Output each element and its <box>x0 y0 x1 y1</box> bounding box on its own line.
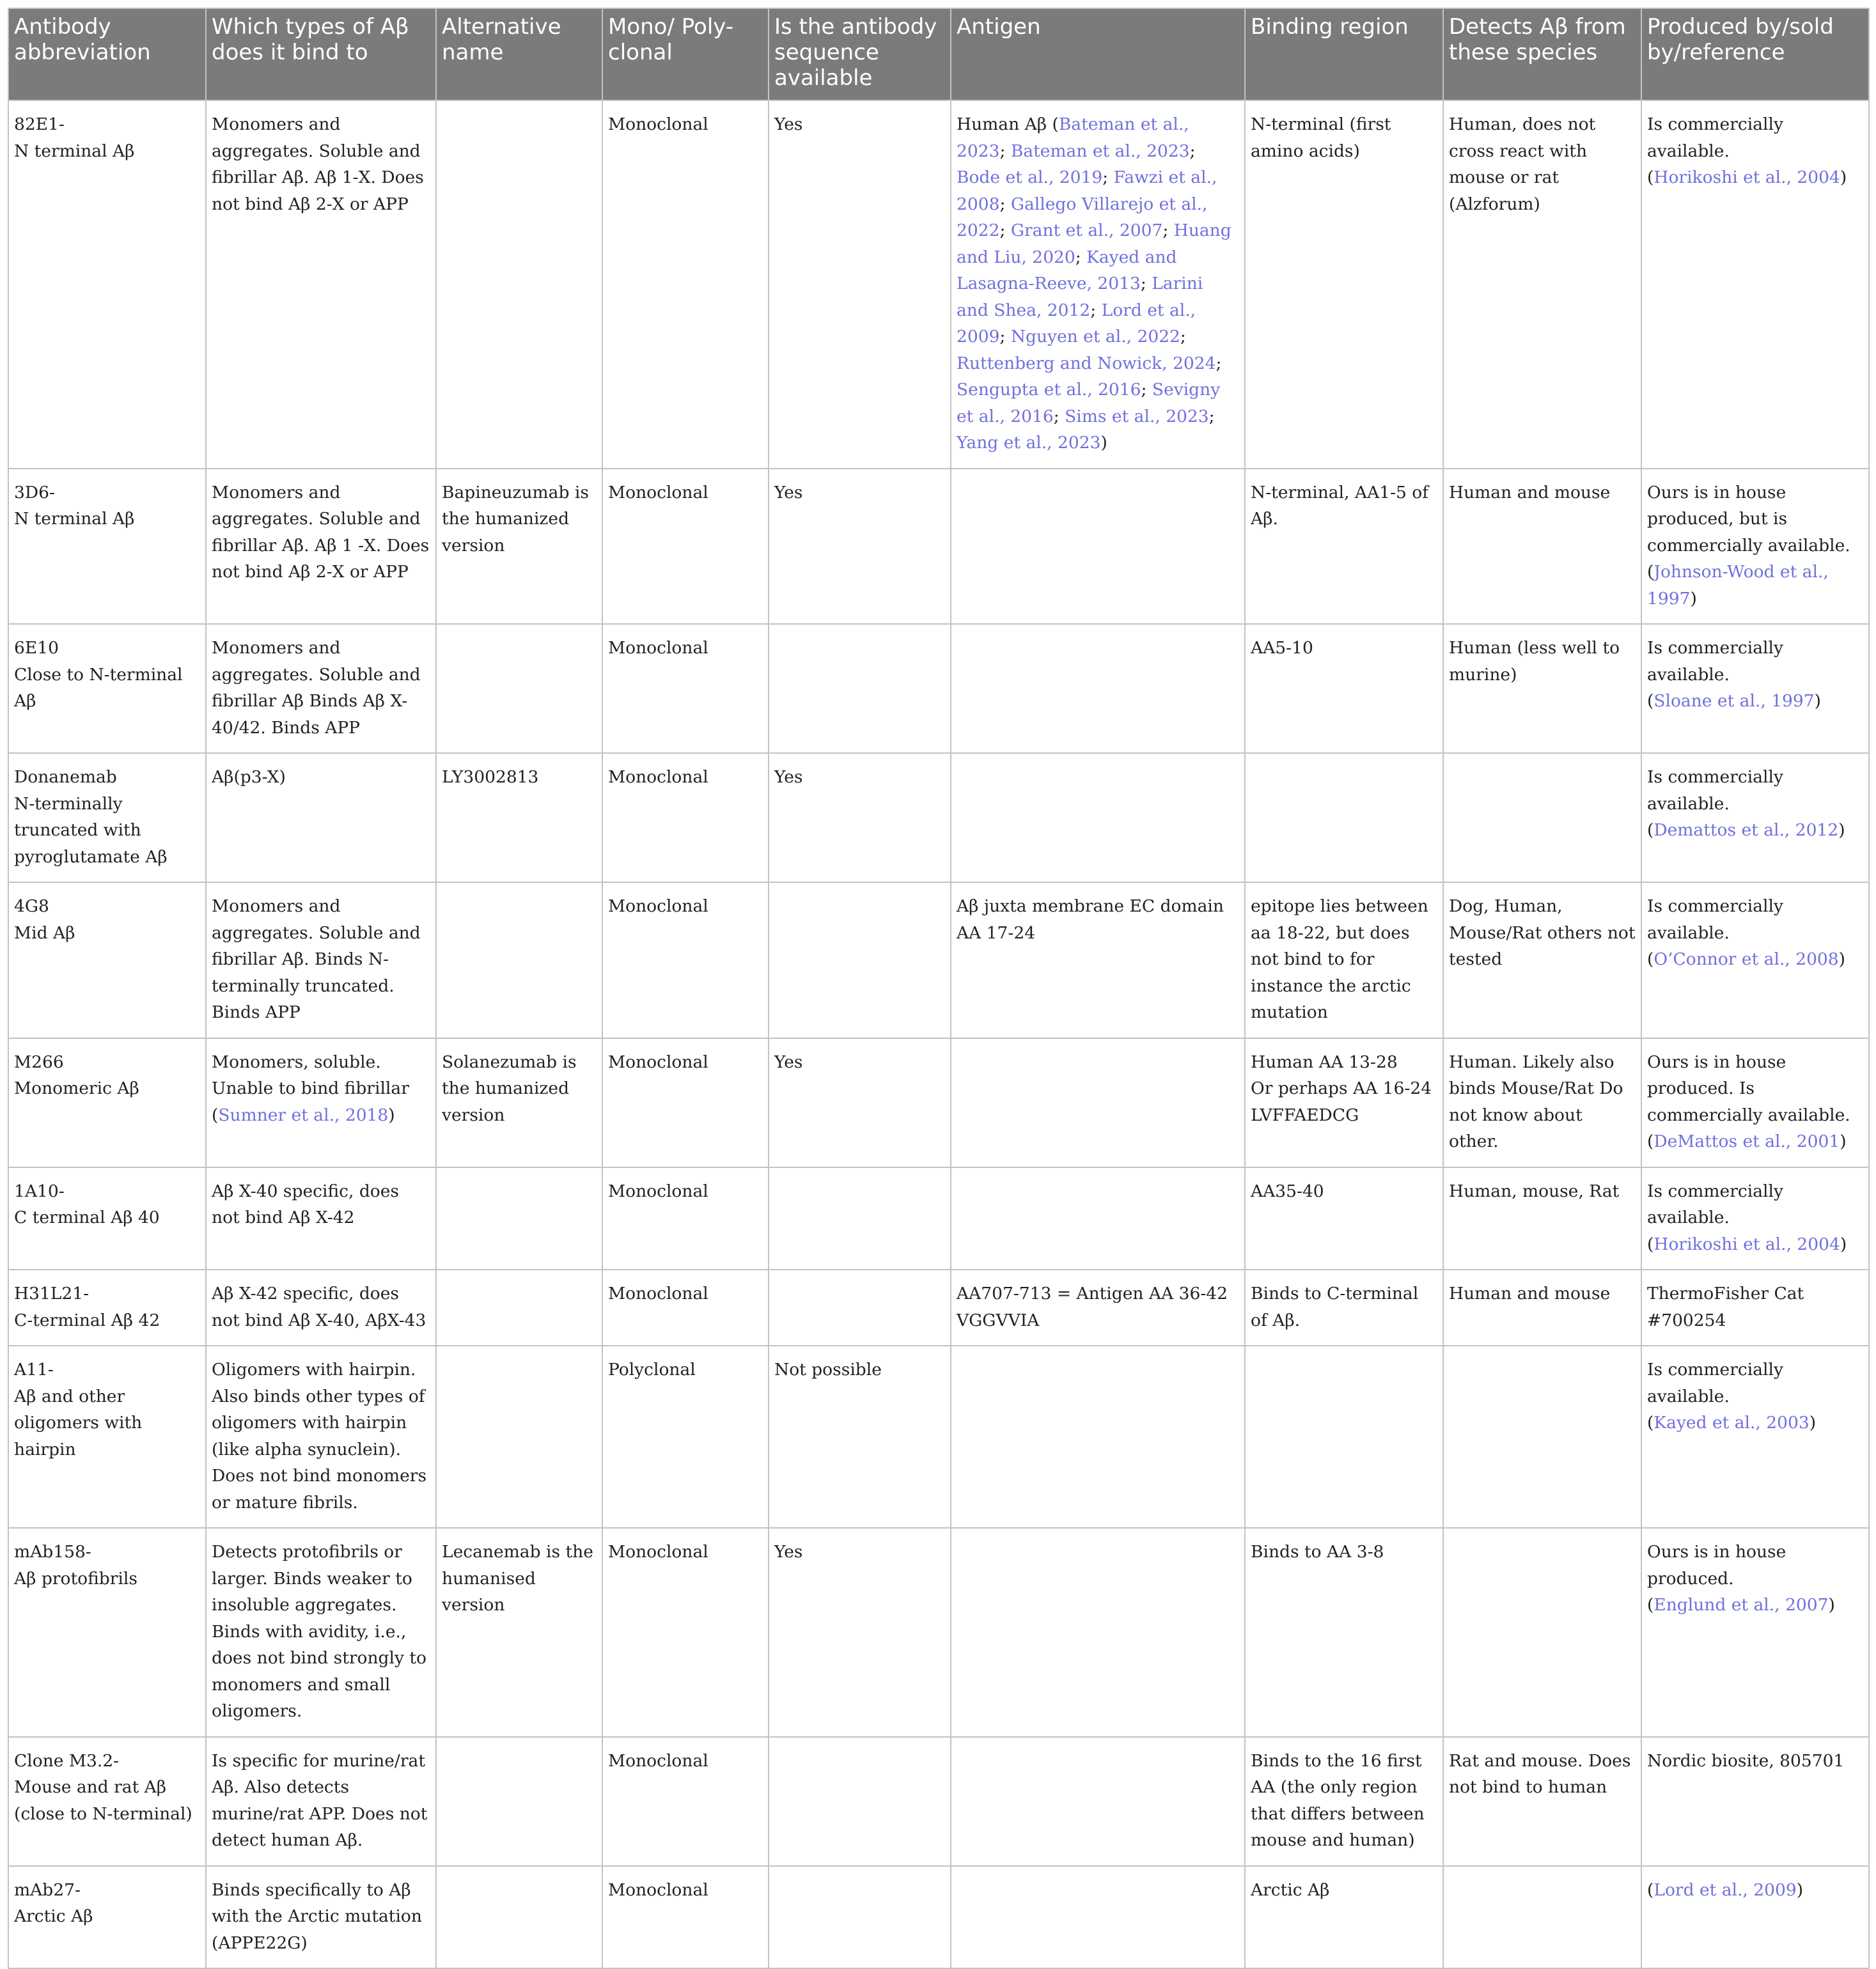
cell-antigen <box>951 1346 1245 1528</box>
cell-text: ( <box>1647 1413 1654 1433</box>
table-header <box>8 8 1869 100</box>
cell-text-line: 6E10 <box>14 638 59 658</box>
cell-producer <box>1641 1270 1869 1346</box>
cell-species <box>1443 1528 1641 1737</box>
cell-text: ) <box>1809 1413 1817 1433</box>
cell-text-line: N-terminal (first amino acids) <box>1251 114 1391 161</box>
cell-text-line: Nordic biosite, 805701 <box>1647 1750 1845 1771</box>
cell-species <box>1443 1346 1641 1528</box>
cell-text-line: Binds to AA 3-8 <box>1251 1542 1384 1562</box>
cell-text-line: Aβ protofibrils <box>14 1568 137 1589</box>
column-header-binding: Binding region <box>1245 8 1443 100</box>
cell-text-line: Not possible <box>774 1360 882 1380</box>
column-header-antigen: Antigen <box>951 8 1245 100</box>
cell-types <box>206 469 436 625</box>
cell-text-line: Human, does not cross react with mouse or rat (Alzforum) <box>1449 114 1596 214</box>
cell-binding <box>1245 1528 1443 1737</box>
cell-text: ( <box>1647 949 1654 969</box>
cell-producer <box>1641 882 1869 1038</box>
cell-text-line: 1A10- <box>14 1181 65 1201</box>
cell-text-line: Solanezumab is the humanized version <box>442 1052 577 1125</box>
cell-clonality <box>602 1346 769 1528</box>
column-header-sequence: Is the antibody sequence available <box>769 8 951 100</box>
cell-sequence <box>769 1038 951 1167</box>
cell-text-line: Monoclonal <box>608 767 708 787</box>
cell-text: ) <box>1838 949 1845 969</box>
cell-sequence <box>769 1866 951 1969</box>
cell-text-line: Monoclonal <box>608 114 708 134</box>
cell-types <box>206 753 436 882</box>
cell-sequence <box>769 469 951 625</box>
cell-alt <box>436 1528 602 1737</box>
citation-link[interactable]: Englund et al., 2007 <box>1653 1595 1829 1615</box>
cell-alt <box>436 1167 602 1270</box>
cell-text: ( <box>1647 1234 1654 1254</box>
cell-text: ( <box>1647 691 1654 711</box>
cell-text: ( <box>1647 820 1654 840</box>
cell-text-line: N terminal Aβ <box>14 509 135 529</box>
cell-producer <box>1641 1167 1869 1270</box>
cell-text-line: N terminal Aβ <box>14 141 135 161</box>
cell-text: Is commercially available. <box>1647 638 1783 685</box>
cell-binding <box>1245 1038 1443 1167</box>
cell-text-line: Binds to C-terminal of Aβ. <box>1251 1284 1419 1330</box>
cell-text: ; <box>999 194 1011 214</box>
cell-text: ; <box>1162 221 1174 240</box>
cell-abbr <box>8 1866 206 1969</box>
cell-alt <box>436 1866 602 1969</box>
cell-binding <box>1245 1737 1443 1866</box>
cell-text: ) <box>388 1105 395 1125</box>
citation-link[interactable]: Sumner et al., 2018 <box>218 1105 389 1125</box>
cell-species <box>1443 1866 1641 1969</box>
citation-link[interactable]: Lord et al., 2009 <box>957 300 1196 346</box>
cell-text-line: Detects protofibrils or larger. Binds weaker to insoluble aggregates. Binds with avidity, i.e., does not bind strongly to monomers and small oligomers. <box>212 1542 426 1721</box>
cell-text: ) <box>1100 433 1107 453</box>
cell-text-line: Arctic Aβ <box>14 1906 93 1926</box>
citation-link[interactable]: Yang et al., 2023 <box>957 433 1101 453</box>
cell-producer <box>1641 1737 1869 1866</box>
cell-text-line: Binds specifically to Aβ with the Arctic mutation (APPE22G) <box>212 1879 422 1953</box>
cell-text: Is commercially available. <box>1647 767 1783 814</box>
cell-text-line: AA707-713 = Antigen AA 36-42 VGGVVIA <box>957 1284 1228 1330</box>
cell-species <box>1443 624 1641 753</box>
cell-text: ; <box>1180 327 1186 346</box>
cell-clonality <box>602 753 769 882</box>
cell-text-line: Monoclonal <box>608 1052 708 1072</box>
citation-link[interactable]: Sevigny et al., 2016 <box>957 380 1221 426</box>
cell-abbr <box>8 100 206 469</box>
cell-text: ) <box>1838 820 1845 840</box>
cell-text-line: epitope lies between aa 18-22, but does not bind to for instance the arctic mutation <box>1251 896 1428 1022</box>
citation-link[interactable]: Horikoshi et al., 2004 <box>1653 1234 1840 1254</box>
cell-text-line: C terminal Aβ 40 <box>14 1208 160 1227</box>
cell-text-line: Monoclonal <box>608 896 708 916</box>
cell-clonality <box>602 100 769 469</box>
table-row <box>8 1038 1869 1167</box>
cell-text-line: AA35-40 <box>1251 1181 1324 1201</box>
citation-link[interactable]: Kayed et al., 2003 <box>1653 1413 1810 1433</box>
cell-antigen <box>951 1038 1245 1167</box>
column-header-types: Which types of Aβ does it bind to <box>206 8 436 100</box>
column-header-species: Detects Aβ from these species <box>1443 8 1641 100</box>
citation-link[interactable]: Bode et al., 2019 <box>957 167 1103 187</box>
cell-types <box>206 624 436 753</box>
cell-text-line: Monomers and aggregates. Soluble and fibrillar Aβ Binds Aβ X-40/42. Binds APP <box>212 638 421 738</box>
cell-text-line: Binds to the 16 first AA (the only region that differs between mouse and human) <box>1251 1750 1425 1850</box>
cell-text: ) <box>1840 1132 1847 1151</box>
cell-species <box>1443 469 1641 625</box>
cell-alt <box>436 882 602 1038</box>
cell-text: ; <box>1090 300 1102 320</box>
cell-alt <box>436 1737 602 1866</box>
cell-types <box>206 1737 436 1866</box>
cell-binding <box>1245 1866 1443 1969</box>
citation-link[interactable]: Sengupta et al., 2016 <box>957 380 1141 400</box>
column-header-abbr: Antibody abbreviation <box>8 8 206 100</box>
cell-text-line: Clone M3.2- <box>14 1750 120 1771</box>
cell-clonality <box>602 624 769 753</box>
citation-link[interactable]: Lord et al., 2009 <box>1653 1879 1797 1900</box>
cell-abbr <box>8 753 206 882</box>
cell-text-line: Yes <box>774 1542 803 1562</box>
cell-text-line: Yes <box>774 114 803 134</box>
cell-text-line: Mouse and rat Aβ (close to N-terminal) <box>14 1777 192 1824</box>
table-row <box>8 753 1869 882</box>
cell-text: ; <box>1141 380 1152 400</box>
cell-binding <box>1245 624 1443 753</box>
cell-text-line: Monoclonal <box>608 638 708 658</box>
cell-abbr <box>8 1737 206 1866</box>
column-header-alt: Alternative name <box>436 8 602 100</box>
cell-text-line: Donanemab <box>14 767 117 787</box>
citation-link[interactable]: Grant et al., 2007 <box>1010 221 1163 240</box>
cell-types <box>206 882 436 1038</box>
cell-text: Is commercially available. <box>1647 1181 1783 1227</box>
cell-text: ; <box>1102 167 1114 187</box>
cell-types <box>206 1167 436 1270</box>
citation-link[interactable]: Sloane et al., 1997 <box>1653 691 1815 711</box>
cell-types <box>206 1270 436 1346</box>
cell-text-line: Human, mouse, Rat <box>1449 1181 1620 1201</box>
table-row <box>8 1528 1869 1737</box>
cell-text-line: Lecanemab is the humanised version <box>442 1542 593 1615</box>
cell-text-line: Monomers and aggregates. Soluble and fibrillar Aβ. Aβ 1 -X. Does not bind Aβ 2-X or APP <box>212 482 430 582</box>
cell-species <box>1443 753 1641 882</box>
cell-text-line: Yes <box>774 1052 803 1072</box>
table-row <box>8 469 1869 625</box>
cell-producer <box>1641 624 1869 753</box>
cell-alt <box>436 1270 602 1346</box>
cell-antigen <box>951 882 1245 1038</box>
header-row <box>8 8 1869 100</box>
cell-antigen <box>951 1866 1245 1969</box>
cell-antigen <box>951 624 1245 753</box>
cell-text-line: N-terminal, AA1-5 of Aβ. <box>1251 482 1429 529</box>
column-header-producer: Produced by/sold by/reference <box>1641 8 1869 100</box>
cell-producer <box>1641 100 1869 469</box>
cell-producer <box>1641 1866 1869 1969</box>
cell-text-line: Monoclonal <box>608 1181 708 1201</box>
cell-text-line: Monoclonal <box>608 1542 708 1562</box>
cell-sequence <box>769 882 951 1038</box>
cell-text-line: Dog, Human, Mouse/Rat others not tested <box>1449 896 1636 969</box>
citation-link[interactable]: Bateman et al., 2023 <box>1010 141 1190 161</box>
table-row <box>8 624 1869 753</box>
cell-types <box>206 100 436 469</box>
cell-text-line: A11- <box>14 1360 54 1380</box>
cell-text: ; <box>1215 353 1222 373</box>
cell-binding <box>1245 882 1443 1038</box>
cell-sequence <box>769 1528 951 1737</box>
cell-text-line: AA5-10 <box>1251 638 1313 658</box>
cell-text: ( <box>1647 1879 1654 1900</box>
cell-text-line: Mid Aβ <box>14 922 75 943</box>
cell-text: ; <box>1053 406 1065 426</box>
cell-text-line: Oligomers with hairpin. Also binds other types of oligomers with hairpin (like alpha synuclein). Does not bind monomers or mature fibrils. <box>212 1360 427 1513</box>
cell-text-line: Bapineuzumab is the humanized version <box>442 482 589 556</box>
cell-alt <box>436 624 602 753</box>
cell-abbr <box>8 624 206 753</box>
cell-text-line: ThermoFisher Cat #700254 <box>1647 1284 1804 1330</box>
cell-text: ) <box>1814 691 1821 711</box>
cell-text-line: Monoclonal <box>608 1284 708 1304</box>
cell-alt <box>436 469 602 625</box>
column-header-clonality: Mono/ Poly-clonal <box>602 8 769 100</box>
cell-sequence <box>769 624 951 753</box>
cell-text-line: Monoclonal <box>608 482 708 502</box>
antibody-table-container <box>8 8 1868 1969</box>
cell-types <box>206 1528 436 1737</box>
cell-text-line: N-terminally truncated with pyroglutamate Aβ <box>14 793 168 867</box>
citation-link[interactable]: DeMattos et al., 2001 <box>1653 1132 1840 1151</box>
cell-text-line: Or perhaps AA 16-24 LVFFAEDCG <box>1251 1078 1432 1125</box>
cell-text: ) <box>1796 1879 1804 1900</box>
citation-link[interactable]: Bateman et al., 2023 <box>957 114 1189 161</box>
cell-producer <box>1641 1038 1869 1167</box>
cell-text: Ours is in house produced, but is commercially available. <box>1647 482 1850 556</box>
cell-clonality <box>602 1038 769 1167</box>
cell-text-line: Aβ X-42 specific, does not bind Aβ X-40, AβX-43 <box>212 1284 426 1330</box>
cell-text-line: Human (less well to murine) <box>1449 638 1620 685</box>
cell-sequence <box>769 100 951 469</box>
cell-clonality <box>602 1270 769 1346</box>
cell-text: ; <box>1208 406 1215 426</box>
cell-antigen <box>951 1270 1245 1346</box>
cell-text-line: mAb158- <box>14 1542 91 1562</box>
table-row <box>8 100 1869 469</box>
cell-alt <box>436 1038 602 1167</box>
cell-text-line: M266 <box>14 1052 64 1072</box>
cell-text-line: LY3002813 <box>442 767 539 787</box>
cell-text-line: 82E1- <box>14 114 65 134</box>
cell-text: ) <box>1690 588 1697 609</box>
cell-text: ; <box>999 221 1011 240</box>
cell-abbr <box>8 1346 206 1528</box>
cell-types <box>206 1038 436 1167</box>
citation-link[interactable]: Gallego Villarejo et al., 2022 <box>957 194 1208 240</box>
cell-species <box>1443 100 1641 469</box>
cell-binding <box>1245 1346 1443 1528</box>
cell-text: ( <box>1647 562 1654 582</box>
cell-producer <box>1641 469 1869 625</box>
cell-text-line: Aβ X-40 specific, does not bind Aβ X-42 <box>212 1181 400 1227</box>
cell-text: ) <box>1840 167 1847 187</box>
cell-producer <box>1641 1528 1869 1737</box>
cell-text-line: mAb27- <box>14 1879 81 1900</box>
cell-antigen <box>951 100 1245 469</box>
cell-text-line: Aβ and other oligomers with hairpin <box>14 1386 143 1459</box>
cell-text: Is commercially available. <box>1647 114 1783 161</box>
citation-link[interactable]: Johnson-Wood et al., 1997 <box>1647 562 1829 609</box>
citation-link[interactable]: Huang and Liu, 2020 <box>957 221 1231 267</box>
cell-abbr <box>8 882 206 1038</box>
citation-link[interactable]: Fawzi et al., 2008 <box>957 167 1217 214</box>
cell-clonality <box>602 1737 769 1866</box>
cell-sequence <box>769 1270 951 1346</box>
cell-antigen <box>951 1528 1245 1737</box>
cell-types <box>206 1346 436 1528</box>
cell-alt <box>436 100 602 469</box>
cell-text: Ours is in house produced. <box>1647 1542 1786 1589</box>
cell-text: ; <box>999 141 1011 161</box>
citation-link[interactable]: Sims et al., 2023 <box>1065 406 1209 426</box>
cell-binding <box>1245 469 1443 625</box>
cell-species <box>1443 1038 1641 1167</box>
cell-text: ) <box>1840 1234 1847 1254</box>
cell-binding <box>1245 100 1443 469</box>
cell-binding <box>1245 1270 1443 1346</box>
cell-sequence <box>769 1346 951 1528</box>
cell-text-line: 4G8 <box>14 896 49 916</box>
cell-alt <box>436 1346 602 1528</box>
cell-species <box>1443 882 1641 1038</box>
cell-clonality <box>602 1866 769 1969</box>
cell-text-line: Monoclonal <box>608 1750 708 1771</box>
citation-link[interactable]: Nguyen et al., 2022 <box>1010 327 1180 346</box>
cell-text-line: Human and mouse <box>1449 482 1611 502</box>
cell-types <box>206 1866 436 1969</box>
table-row <box>8 1737 1869 1866</box>
cell-text-line: Rat and mouse. Does not bind to human <box>1449 1750 1631 1797</box>
cell-text: ; <box>999 327 1011 346</box>
cell-text-line: H31L21- <box>14 1284 90 1304</box>
cell-text: Is commercially available. <box>1647 1360 1783 1406</box>
cell-producer <box>1641 1346 1869 1528</box>
cell-text: ( <box>1647 1132 1654 1151</box>
cell-text-line: Human and mouse <box>1449 1284 1611 1304</box>
cell-abbr <box>8 1167 206 1270</box>
cell-clonality <box>602 469 769 625</box>
citation-link[interactable]: Ruttenberg and Nowick, 2024 <box>957 353 1216 373</box>
cell-text-line: Yes <box>774 767 803 787</box>
cell-text: Is commercially available. <box>1647 896 1783 943</box>
cell-abbr <box>8 1038 206 1167</box>
table-row <box>8 1270 1869 1346</box>
cell-binding <box>1245 753 1443 882</box>
cell-species <box>1443 1737 1641 1866</box>
cell-text-line: Monomers and aggregates. Soluble and fibrillar Aβ. Binds N-terminally truncated. Binds APP <box>212 896 421 1022</box>
cell-text: ; <box>1140 274 1152 293</box>
cell-text: Human Aβ ( <box>957 114 1059 134</box>
citation-link[interactable]: Demattos et al., 2012 <box>1653 820 1839 840</box>
cell-abbr <box>8 1528 206 1737</box>
cell-producer <box>1641 753 1869 882</box>
cell-clonality <box>602 882 769 1038</box>
cell-text: Ours is in house produced. Is commercially available. <box>1647 1052 1850 1125</box>
cell-sequence <box>769 1167 951 1270</box>
cell-text-line: Aβ juxta membrane EC domain AA 17-24 <box>957 896 1224 943</box>
cell-text-line: Is specific for murine/rat Aβ. Also detects murine/rat APP. Does not detect human Aβ. <box>212 1750 428 1850</box>
table-row <box>8 1346 1869 1528</box>
table-row <box>8 882 1869 1038</box>
table-body <box>8 100 1869 1968</box>
cell-text-line: Human. Likely also binds Mouse/Rat Do not know about other. <box>1449 1052 1623 1151</box>
cell-text-line: Arctic Aβ <box>1251 1879 1330 1900</box>
cell-alt <box>436 753 602 882</box>
cell-text-line: Aβ(p3-X) <box>212 767 286 787</box>
cell-sequence <box>769 1737 951 1866</box>
cell-antigen <box>951 469 1245 625</box>
cell-antigen <box>951 1737 1245 1866</box>
table-row <box>8 1866 1869 1969</box>
citation-link[interactable]: Larini and Shea, 2012 <box>957 274 1203 320</box>
cell-antigen <box>951 1167 1245 1270</box>
cell-text-line: C-terminal Aβ 42 <box>14 1310 160 1330</box>
cell-text-line: Monomeric Aβ <box>14 1078 139 1098</box>
cell-species <box>1443 1270 1641 1346</box>
cell-text-line: Close to N-terminal Aβ <box>14 664 183 711</box>
cell-text-line: Monoclonal <box>608 1879 708 1900</box>
cell-binding <box>1245 1167 1443 1270</box>
cell-text-line: Yes <box>774 482 803 502</box>
cell-clonality <box>602 1167 769 1270</box>
cell-antigen <box>951 753 1245 882</box>
cell-sequence <box>769 753 951 882</box>
cell-text: Monomers, soluble. Unable to bind fibrillar ( <box>212 1052 409 1125</box>
cell-clonality <box>602 1528 769 1737</box>
cell-text: ( <box>1647 1595 1654 1615</box>
table-row <box>8 1167 1869 1270</box>
cell-text-line: Human AA 13-28 <box>1251 1052 1398 1072</box>
antibody-table <box>8 8 1870 1969</box>
citation-link[interactable]: Horikoshi et al., 2004 <box>1653 167 1840 187</box>
cell-text: ; <box>1075 247 1087 267</box>
citation-link[interactable]: Kayed and Lasagna-Reeve, 2013 <box>957 247 1177 293</box>
cell-abbr <box>8 1270 206 1346</box>
citation-link[interactable]: O’Connor et al., 2008 <box>1653 949 1839 969</box>
cell-text-line: Polyclonal <box>608 1360 696 1380</box>
cell-text: ; <box>1189 141 1196 161</box>
cell-abbr <box>8 469 206 625</box>
cell-text-line: 3D6- <box>14 482 55 502</box>
cell-text-line: Monomers and aggregates. Soluble and fibrillar Aβ. Aβ 1-X. Does not bind Aβ 2-X or APP <box>212 114 424 214</box>
cell-text: ( <box>1647 167 1654 187</box>
cell-text: ) <box>1828 1595 1835 1615</box>
cell-species <box>1443 1167 1641 1270</box>
